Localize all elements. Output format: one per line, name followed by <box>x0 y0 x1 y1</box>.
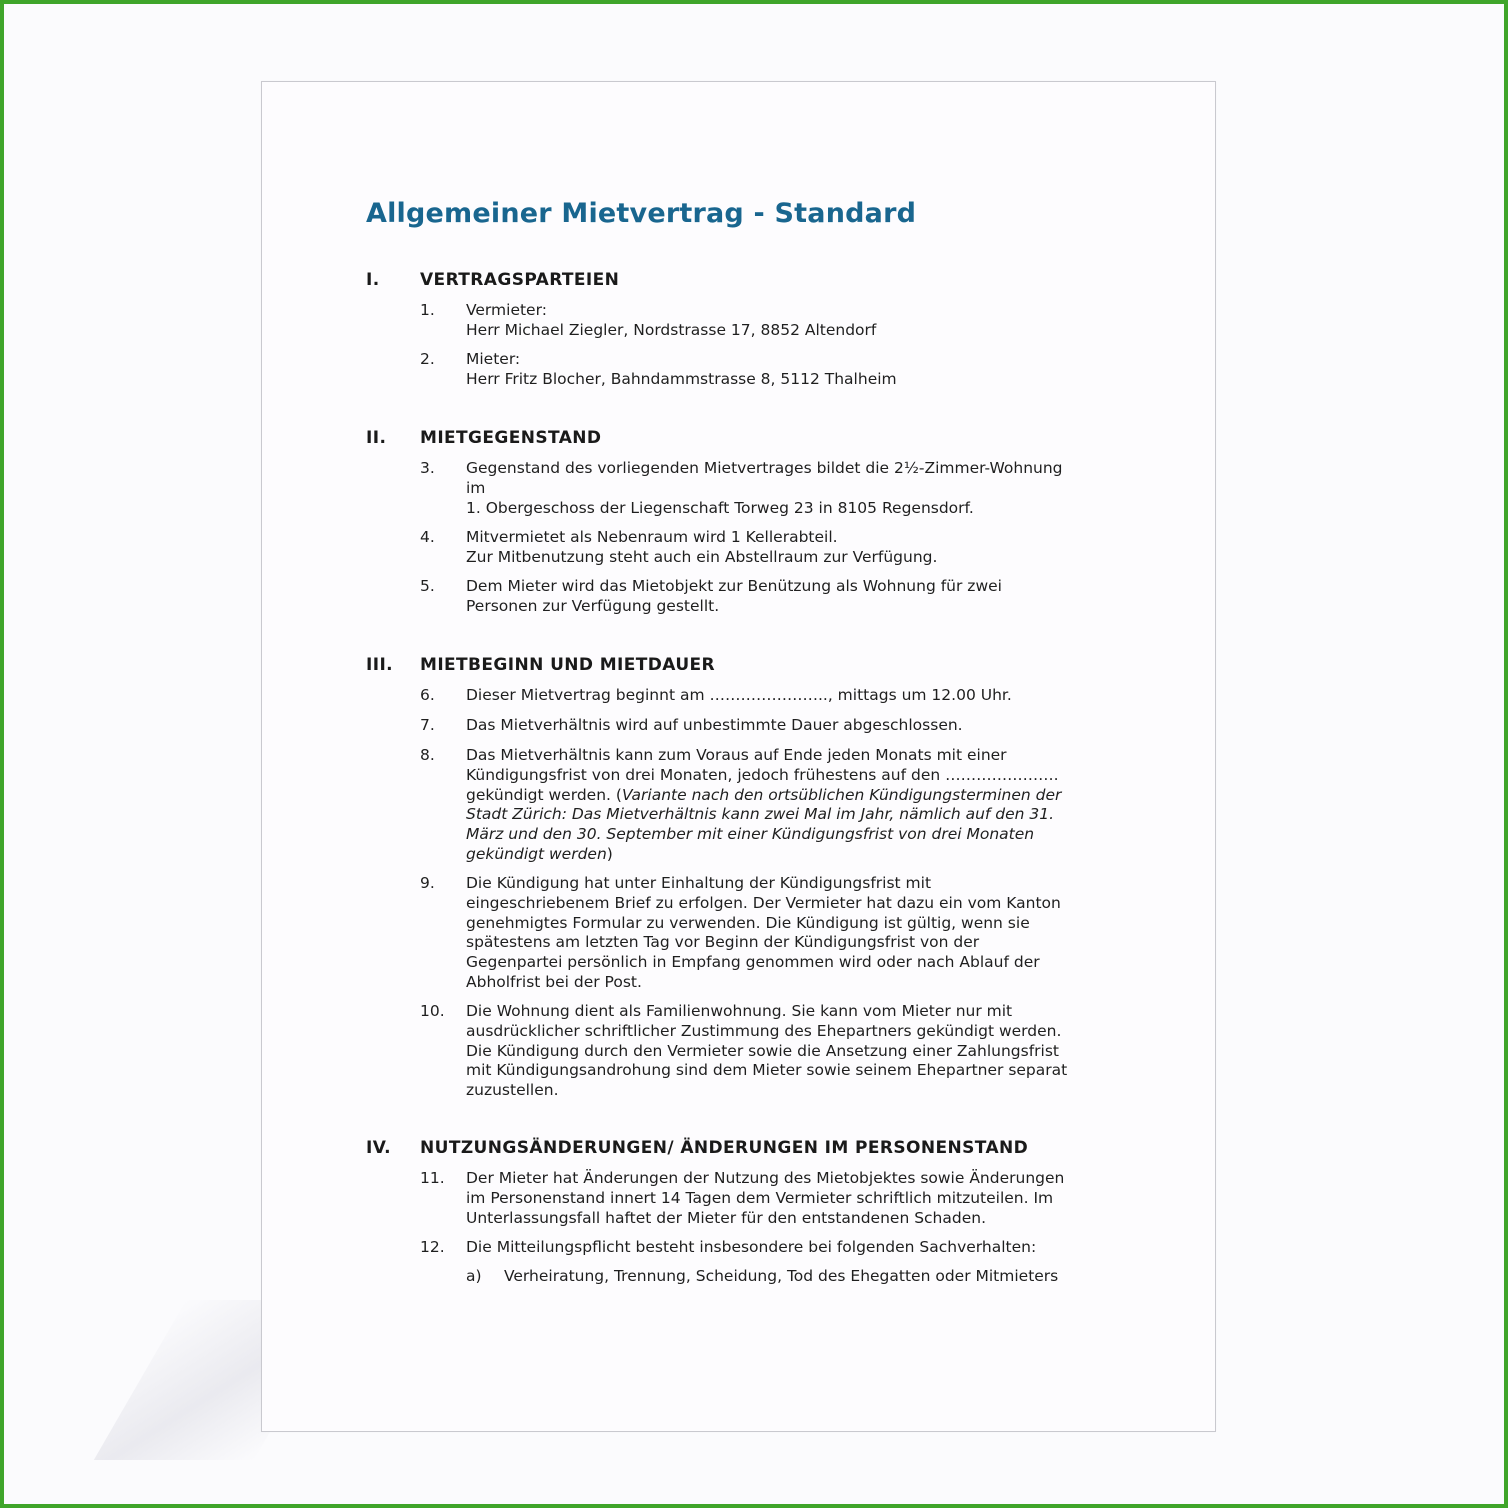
item-line: Die Mitteilungspflicht besteht insbesondere bei folgenden Sachverhalten: <box>466 1238 1037 1256</box>
item-line: im Personenstand innert 14 Tagen dem Vermieter schriftlich mitzuteilen. Im <box>466 1188 1054 1207</box>
item-line: Der Mieter hat Änderungen der Nutzung des Mietobjektes sowie Änderungen <box>466 1169 1065 1187</box>
item-line: mit Kündigungsandrohung sind dem Mieter sowie seinem Ehepartner separat <box>466 1061 1068 1080</box>
item-number: 10. <box>420 1002 445 1020</box>
sub-item-text: Verheiratung, Trennung, Scheidung, Tod des Ehegatten oder Mitmieters <box>504 1267 1059 1285</box>
item-number: 3. <box>420 459 435 477</box>
item-number: 12. <box>420 1238 445 1256</box>
item-line: Die Wohnung dient als Familienwohnung. Sie kann vom Mieter nur mit <box>466 1002 1013 1020</box>
item-line: spätestens am letzten Tag vor Beginn der Kündigungsfrist von der <box>466 933 980 952</box>
item-line: Die Kündigung durch den Vermieter sowie die Ansetzung einer Zahlungsfrist <box>466 1041 1060 1060</box>
list-item <box>420 874 1100 993</box>
list-item <box>420 1002 1100 1101</box>
item-line: Mieter: <box>466 350 521 368</box>
item-line: Abholfrist bei der Post. <box>466 972 642 991</box>
item-line: Das Mietverhältnis wird auf unbestimmte Dauer abgeschlossen. <box>466 716 963 734</box>
item-line: 1. Obergeschoss der Liegenschaft Torweg 23 in 8105 Regensdorf. <box>466 498 974 517</box>
item-italic-line: März und den 30. September mit einer Kündigungsfrist von drei Monaten <box>466 825 1035 844</box>
item-line: zuzustellen. <box>466 1081 559 1100</box>
section-number: I. <box>366 270 380 290</box>
item-line: Unterlassungsfall haftet der Mieter für den entstandenen Schaden. <box>466 1208 987 1227</box>
item-line: Zur Mitbenutzung steht auch ein Abstellraum zur Verfügung. <box>466 547 938 566</box>
section-title: MIETGEGENSTAND <box>420 428 602 448</box>
item-line: im <box>466 478 486 497</box>
list-item <box>420 1238 1100 1258</box>
item-number: 5. <box>420 577 435 595</box>
document-title: Allgemeiner Mietvertrag - Standard <box>366 198 917 229</box>
item-line: Mitvermietet als Nebenraum wird 1 Kellerabteil. <box>466 528 838 546</box>
item-italic-line: Stadt Zürich: Das Mietverhältnis kann zwei Mal im Jahr, nämlich auf den 31. <box>466 805 1055 824</box>
item-number: 7. <box>420 716 435 734</box>
item-number: 8. <box>420 746 435 764</box>
item-italic-text: gekündigt werden <box>466 844 607 863</box>
section-number: II. <box>366 428 387 448</box>
item-number: 9. <box>420 874 435 892</box>
sub-item-label: a) <box>466 1267 482 1285</box>
section-title: VERTRAGSPARTEIEN <box>420 270 620 290</box>
section-number: IV. <box>366 1138 391 1158</box>
section-number: III. <box>366 655 394 675</box>
sub-list-item <box>466 1267 1058 1287</box>
item-number: 2. <box>420 350 435 368</box>
item-line: Kündigungsfrist von drei Monaten, jedoch frühestens auf den …………………. <box>466 765 1059 784</box>
item-line: ausdrücklicher schriftlicher Zustimmung des Ehepartners gekündigt werden. <box>466 1021 1062 1040</box>
item-line: Gegenpartei persönlich in Empfang genommen wird oder nach Ablauf der <box>466 953 1040 972</box>
list-item <box>420 577 1100 617</box>
item-text: ) <box>606 844 613 863</box>
item-line: eingeschriebenem Brief zu erfolgen. Der Vermieter hat dazu ein vom Kanton <box>466 893 1061 912</box>
item-line: Herr Michael Ziegler, Nordstrasse 17, 8852 Altendorf <box>466 320 877 339</box>
item-line: Dieser Mietvertrag beginnt am ………………….., mittags um 12.00 Uhr. <box>466 686 1012 704</box>
item-number: 11. <box>420 1169 445 1187</box>
list-item <box>420 350 1100 390</box>
section-heading-4 <box>366 1138 1028 1158</box>
section-title: NUTZUNGSÄNDERUNGEN/ ÄNDERUNGEN IM PERSONENSTAND <box>420 1138 1029 1158</box>
item-number: 1. <box>420 301 435 319</box>
item-line: genehmigtes Formular zu verwenden. Die Kündigung ist gültig, wenn sie <box>466 913 1030 932</box>
list-item <box>420 1169 1100 1228</box>
item-line <box>466 845 1100 865</box>
item-line: Vermieter: <box>466 301 547 319</box>
list-item <box>420 528 1100 568</box>
item-line <box>466 786 1100 806</box>
item-line: Herr Fritz Blocher, Bahndammstrasse 8, 5112 Thalheim <box>466 369 897 388</box>
list-item <box>420 746 1100 865</box>
item-line: Gegenstand des vorliegenden Mietvertrages bildet die 2½-Zimmer-Wohnung <box>466 459 1063 477</box>
section-title: MIETBEGINN UND MIETDAUER <box>420 655 716 675</box>
list-item <box>420 301 1100 341</box>
list-item <box>420 459 1100 518</box>
document-page <box>261 81 1216 1432</box>
item-number: 6. <box>420 686 435 704</box>
list-item <box>420 686 1100 706</box>
list-item <box>420 716 1100 736</box>
item-number: 4. <box>420 528 435 546</box>
section-heading-1 <box>366 270 619 290</box>
item-line: Die Kündigung hat unter Einhaltung der Kündigungsfrist mit <box>466 874 932 892</box>
section-heading-3 <box>366 655 715 675</box>
item-line: Personen zur Verfügung gestellt. <box>466 596 720 615</box>
item-line: Dem Mieter wird das Mietobjekt zur Benützung als Wohnung für zwei <box>466 577 1002 595</box>
item-text: gekündigt werden. ( <box>466 785 622 804</box>
item-italic-text: Variante nach den ortsüblichen Kündigungsterminen der <box>621 785 1062 804</box>
section-heading-2 <box>366 428 601 448</box>
item-line: Das Mietverhältnis kann zum Voraus auf Ende jeden Monats mit einer <box>466 746 1007 764</box>
